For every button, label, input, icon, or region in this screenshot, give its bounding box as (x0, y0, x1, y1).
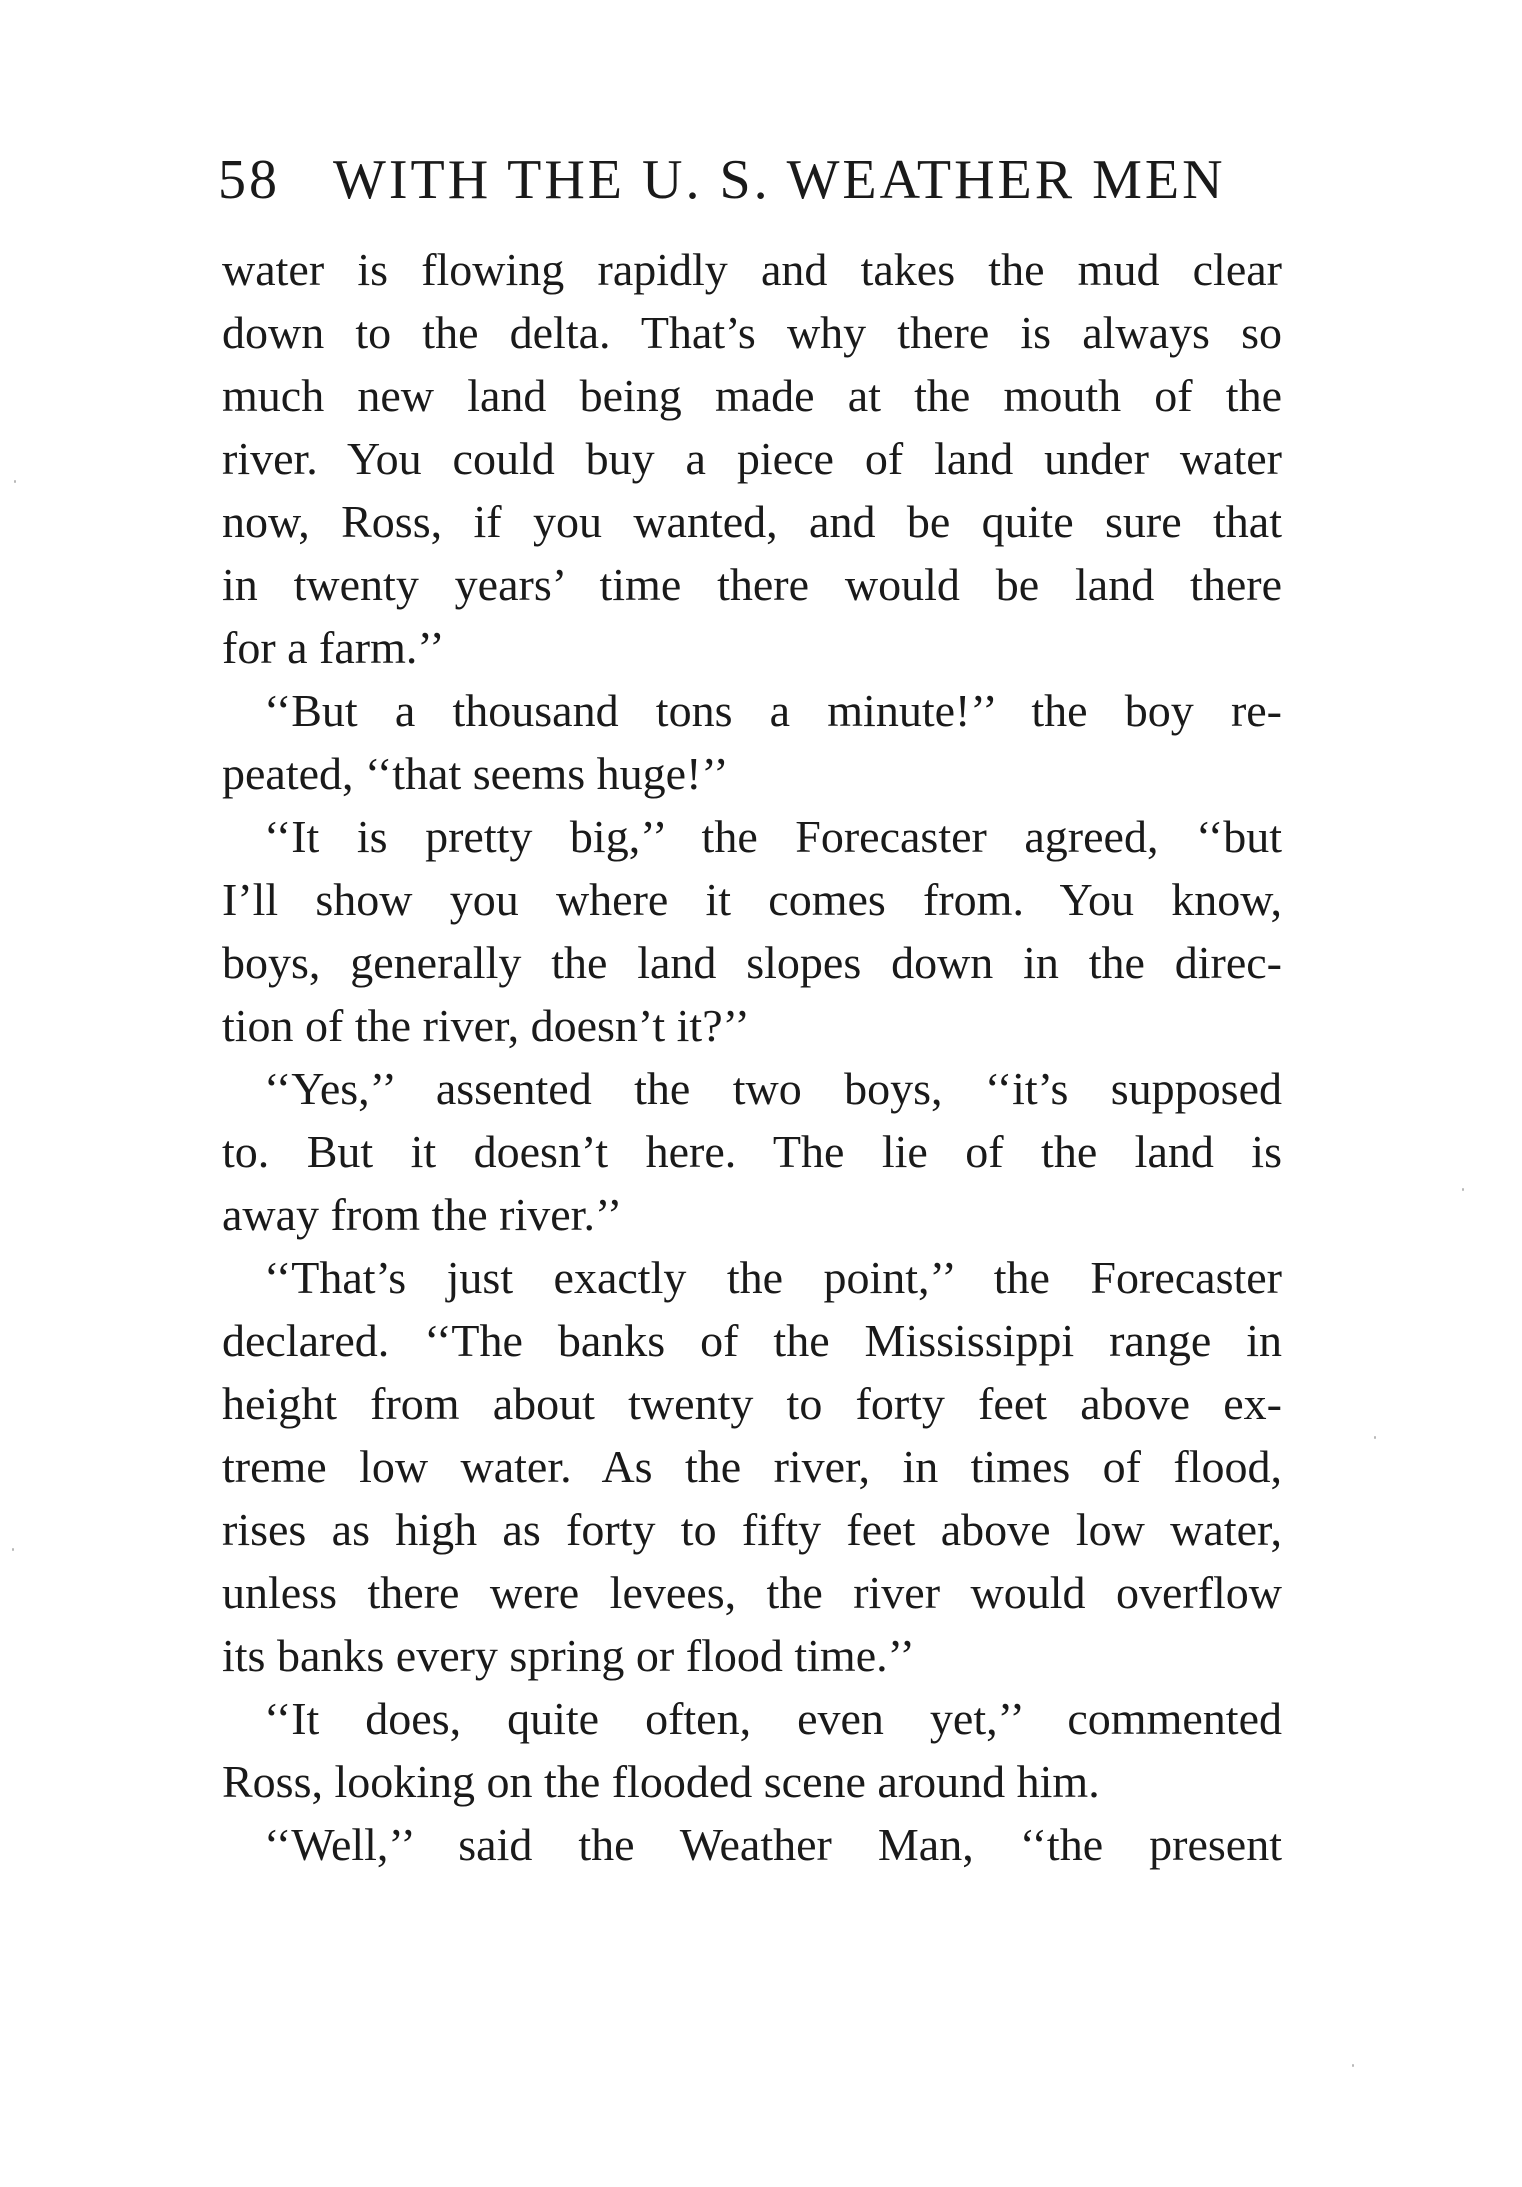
text-line: its banks every spring or flood time.’’ (222, 1630, 915, 1681)
text-line: down to the delta. That’s why there is always so (222, 307, 1282, 358)
text-line: unless there were levees, the river would overflow (222, 1567, 1282, 1618)
text-line: away from the river.’’ (222, 1189, 623, 1240)
text-line: I’ll show you where it comes from. You know, (222, 874, 1282, 925)
text-line: for a farm.’’ (222, 622, 445, 673)
text-line: in twenty years’ time there would be land there (222, 559, 1282, 610)
body-text (222, 238, 1282, 1876)
text-line: to. But it doesn’t here. The lie of the land is (222, 1126, 1282, 1177)
text-line: treme low water. As the river, in times of flood, (222, 1441, 1282, 1492)
text-line: now, Ross, if you wanted, and be quite sure that (222, 496, 1282, 547)
page-header (218, 145, 1278, 215)
text-line: ‘‘Well,’’ said the Weather Man, ‘‘the present (264, 1819, 1282, 1870)
text-line: height from about twenty to forty feet above ex- (222, 1378, 1282, 1429)
text-line: much new land being made at the mouth of the (222, 370, 1282, 421)
text-line: Ross, looking on the flooded scene around him. (222, 1756, 1100, 1807)
paper-speck (1462, 1188, 1464, 1191)
text-line: ‘‘Yes,’’ assented the two boys, ‘‘it’s supposed (264, 1063, 1282, 1114)
paper-speck (14, 480, 16, 483)
text-line: ‘‘It is pretty big,’’ the Forecaster agreed, ‘‘but (264, 811, 1282, 862)
text-line: ‘‘But a thousand tons a minute!’’ the boy re- (264, 685, 1282, 736)
paper-speck (12, 1548, 14, 1551)
text-line: tion of the river, doesn’t it?’’ (222, 1000, 750, 1051)
text-line: ‘‘It does, quite often, even yet,’’ commented (264, 1693, 1282, 1744)
text-line: ‘‘That’s just exactly the point,’’ the Forecaster (264, 1252, 1282, 1303)
text-line: declared. ‘‘The banks of the Mississippi range in (222, 1315, 1282, 1366)
paper-speck (1374, 1436, 1376, 1439)
text-line: water is flowing rapidly and takes the mud clear (222, 244, 1282, 295)
text-line: river. You could buy a piece of land under water (222, 433, 1282, 484)
paper-speck (1352, 2064, 1354, 2067)
running-head: WITH THE U. S. WEATHER MEN (333, 149, 1226, 211)
page-number: 58 (218, 149, 280, 211)
text-line: rises as high as forty to fifty feet above low water, (222, 1504, 1282, 1555)
text-line: boys, generally the land slopes down in the direc- (222, 937, 1282, 988)
text-line: peated, ‘‘that seems huge!’’ (222, 748, 729, 799)
